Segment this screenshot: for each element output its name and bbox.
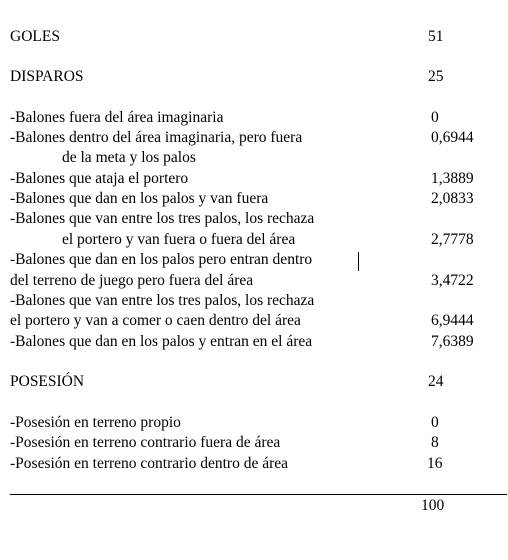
section-value-goles: 51 (428, 28, 444, 45)
text-cursor (358, 252, 359, 271)
section-value-disparos: 25 (428, 68, 444, 85)
shot-item-value: 3,4722 (431, 272, 474, 289)
section-heading-disparos: DISPAROS (10, 68, 84, 85)
shot-item-line: -Balones que van entre los tres palos, los rechaza (10, 210, 315, 227)
possession-item-line: -Posesión en terreno contrario dentro de área (10, 455, 289, 472)
shot-item-line: del terreno de juego pero fuera del área (10, 272, 254, 289)
shot-item-value: 6,9444 (431, 312, 474, 329)
section-heading-goles: GOLES (10, 28, 60, 45)
section-heading-posesion: POSESIÓN (10, 373, 85, 390)
shot-item-line: -Balones que dan en los palos y entran en el área (10, 333, 313, 350)
shot-item-value: 2,0833 (431, 190, 474, 207)
section-value-posesion: 24 (428, 373, 444, 390)
shot-item-value: 0,6944 (431, 129, 474, 146)
total-divider (10, 494, 507, 495)
shot-item-value: 0 (431, 109, 439, 126)
possession-item-line: -Posesión en terreno contrario fuera de área (10, 434, 281, 451)
possession-item-value: 8 (431, 434, 439, 451)
shot-item-line: -Balones que dan en los palos pero entran dentro (10, 251, 313, 268)
shot-item-line: -Balones que ataja el portero (10, 170, 189, 187)
shot-item-line-continued: de la meta y los palos (62, 149, 196, 166)
shot-item-line-continued: el portero y van fuera o fuera del área (62, 231, 296, 248)
shot-item-line: -Balones que van entre los tres palos, los rechaza (10, 292, 315, 309)
shot-item-line: el portero y van a comer o caen dentro del área (10, 312, 301, 329)
possession-item-value: 0 (431, 414, 439, 431)
total-value: 100 (421, 497, 445, 514)
shot-item-value: 2,7778 (431, 231, 474, 248)
shot-item-line: -Balones dentro del área imaginaria, pero fuera (10, 129, 303, 146)
possession-item-value: 16 (427, 455, 443, 472)
shot-item-line: -Balones que dan en los palos y van fuera (10, 190, 269, 207)
shot-item-value: 7,6389 (431, 333, 474, 350)
shot-item-line: -Balones fuera del área imaginaria (10, 109, 224, 126)
possession-item-line: -Posesión en terreno propio (10, 414, 181, 431)
shot-item-value: 1,3889 (431, 170, 474, 187)
